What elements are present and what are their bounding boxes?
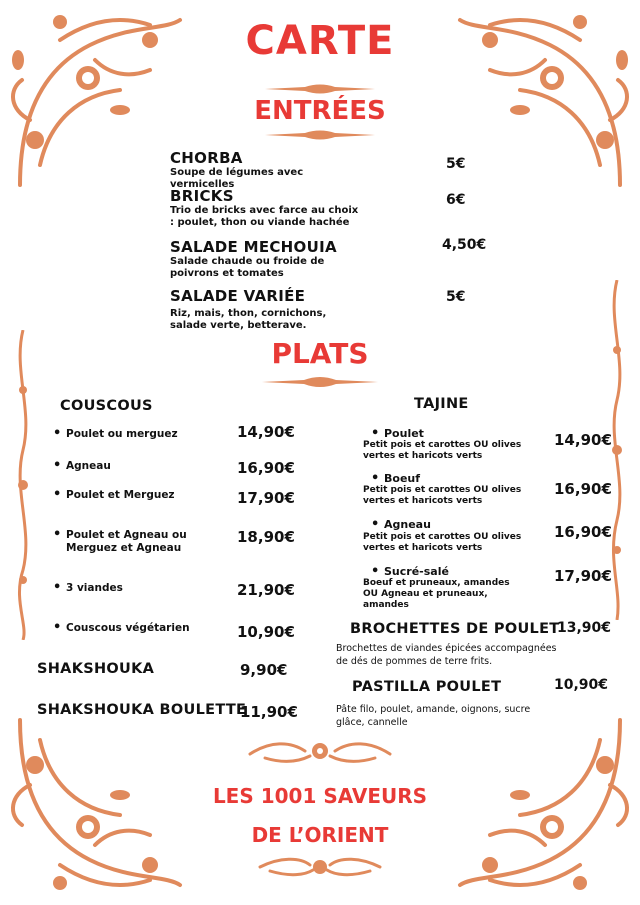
couscous-price: 18,90€: [237, 528, 295, 546]
divider-ornament-icon: [262, 376, 378, 388]
couscous-price: 21,90€: [237, 581, 295, 599]
entree-desc: Salade chaude ou froide de poivrons et tomates: [170, 256, 325, 279]
couscous-price: 16,90€: [237, 459, 295, 477]
tajine-item-name: • Sucré-salé: [384, 565, 449, 578]
shakshouka-price: 9,90€: [240, 661, 288, 679]
couscous-item: • Poulet ou merguez: [66, 428, 231, 441]
restaurant-name-line2: DE L’ORIENT: [251, 823, 389, 847]
entree-name: SALADE MECHOUIA: [170, 238, 337, 256]
couscous-price: 10,90€: [237, 623, 295, 641]
divider-flourish-icon: [255, 855, 385, 879]
entree-desc: Riz, mais, thon, cornichons, salade verte, betterave.: [170, 308, 327, 331]
entree-desc: Soupe de légumes avec vermicelles: [170, 167, 304, 190]
restaurant-name-line1: LES 1001 SAVEURS: [212, 784, 428, 808]
couscous-item: • Poulet et Agneau ou Merguez et Agneau: [66, 529, 226, 555]
tajine-item-desc: Petit pois et carottes OU olives vertes et haricots verts: [363, 440, 522, 461]
section-tajine-title: TAJINE: [414, 396, 469, 412]
entree-desc: Trio de bricks avec farce au choix : poulet, thon ou viande hachée: [170, 205, 359, 228]
couscous-price: 14,90€: [237, 423, 295, 441]
brochettes-price: 13,90€: [557, 620, 612, 636]
tajine-item-desc: Boeuf et pruneaux, amandes OU Agneau et pruneaux, amandes: [363, 578, 510, 610]
section-title-entrees: ENTRÉES: [254, 96, 386, 126]
pastilla-name: PASTILLA POULET: [352, 679, 502, 695]
tajine-item-name: • Agneau: [384, 518, 431, 531]
tajine-price: 16,90€: [554, 523, 612, 541]
entree-price: 5€: [446, 289, 466, 305]
shakshouka-name: SHAKSHOUKA: [37, 661, 155, 677]
couscous-item: • Poulet et Merguez: [66, 489, 231, 502]
menu-title: CARTE: [245, 18, 395, 64]
section-title-plats: PLATS: [271, 337, 369, 370]
tajine-price: 16,90€: [554, 480, 612, 498]
entree-name: BRICKS: [170, 187, 234, 205]
pastilla-desc: Pâte filo, poulet, amande, oignons, sucre glâce, cannelle: [336, 704, 531, 728]
side-vine-left-icon: [8, 330, 38, 640]
brochettes-desc: Brochettes de viandes épicées accompagnées de dés de pommes de terre frits.: [336, 643, 557, 667]
brochettes-name: BROCHETTES DE POULET: [350, 621, 560, 637]
couscous-price: 17,90€: [237, 489, 295, 507]
divider-flourish-icon: [245, 736, 395, 766]
couscous-item: • 3 viandes: [66, 582, 231, 595]
shakshouka-boulette-name: SHAKSHOUKA BOULETTE: [37, 702, 247, 718]
divider-ornament-icon: [265, 84, 375, 94]
tajine-item-name: • Poulet: [384, 427, 424, 440]
couscous-item: • Agneau: [66, 460, 231, 473]
entree-name: CHORBA: [170, 149, 243, 167]
tajine-item-name: • Boeuf: [384, 472, 420, 485]
divider-ornament-icon: [265, 130, 375, 140]
tajine-item-desc: Petit pois et carottes OU olives vertes et haricots verts: [363, 485, 522, 506]
entree-price: 4,50€: [442, 237, 487, 253]
entree-name: SALADE VARIÉE: [170, 287, 306, 305]
tajine-price: 14,90€: [554, 431, 612, 449]
entree-price: 5€: [446, 156, 466, 172]
tajine-item-desc: Petit pois et carottes OU olives vertes et haricots verts: [363, 532, 522, 553]
entree-price: 6€: [446, 192, 466, 208]
pastilla-price: 10,90€: [554, 677, 609, 693]
section-couscous-title: COUSCOUS: [60, 398, 153, 414]
couscous-item: • Couscous végétarien: [66, 622, 231, 635]
tajine-price: 17,90€: [554, 567, 612, 585]
shakshouka-boulette-price: 11,90€: [240, 703, 298, 721]
